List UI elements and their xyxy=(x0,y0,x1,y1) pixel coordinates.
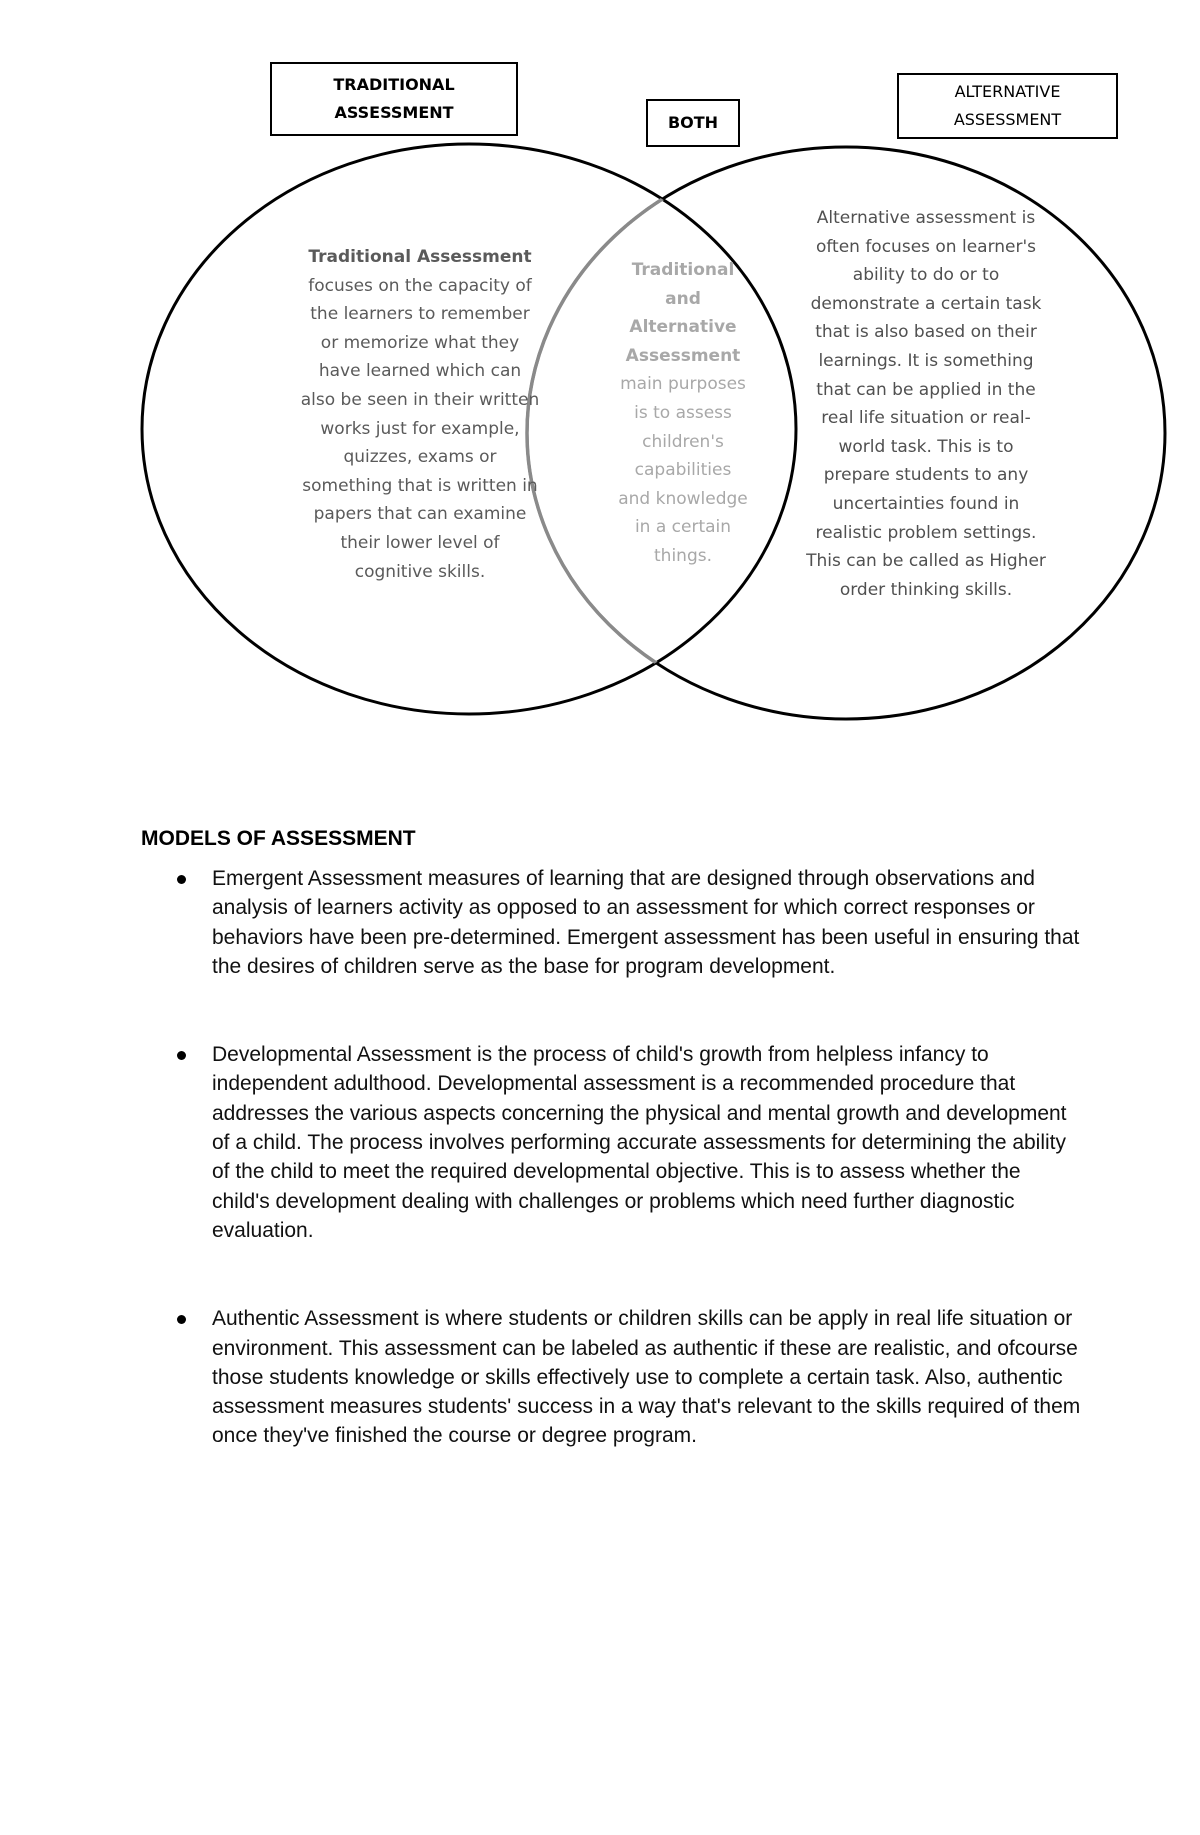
bullet-icon xyxy=(177,1051,186,1060)
bullet-icon xyxy=(177,875,186,884)
authentic-assessment-text: Authentic Assessment is where students or children skills can be apply in real life situation or environment. This assessment can be labeled as authentic if these are realistic, and ofcourse those students knowledge or skills effectively use to complete a certain task. Also, authentic assessment measures students' success in a way that's relevant to the skills required of them once they've finished the course or degree program. xyxy=(212,1307,1081,1448)
traditional-description-heading: Traditional Assessment xyxy=(308,247,532,267)
alternative-description xyxy=(806,204,1046,604)
both-label xyxy=(646,99,740,147)
emergent-assessment-text: Emergent Assessment measures of learning that are designed through observations and analysis of learners activity as opposed to an assessment for which correct responses or behaviors have been pre-determined. Emergent assessment has been useful in ensuring that the desires of children serve as the base for program development. xyxy=(212,867,1080,978)
alternative-assessment-label-text: ALTERNATIVE ASSESSMENT xyxy=(953,82,1062,129)
models-title: MODELS OF ASSESSMENT xyxy=(141,827,416,850)
list-item xyxy=(141,1304,1081,1450)
list-item xyxy=(141,864,1081,981)
both-description xyxy=(618,256,748,571)
alternative-assessment-label xyxy=(897,73,1118,139)
traditional-description xyxy=(300,243,540,586)
traditional-assessment-label-text: TRADITIONAL ASSESSMENT xyxy=(333,75,455,122)
models-list xyxy=(141,864,1081,1451)
bullet-icon xyxy=(177,1315,186,1324)
developmental-assessment-text: Developmental Assessment is the process of child's growth from helpless infancy to independent adulthood. Developmental assessment is a recommended procedure that addresses the various aspects concerning the physical and mental growth and development of a child. The process involves performing accurate assessments for determining the ability of the child to meet the required developmental objective. This is to assess whether the child's development dealing with challenges or problems which need further diagnostic evaluation. xyxy=(212,1043,1067,1242)
list-item xyxy=(141,1040,1081,1245)
both-description-body: main purposes is to assess children's capabilities and knowledge in a certain things. xyxy=(618,374,748,566)
both-label-text: BOTH xyxy=(667,113,719,132)
traditional-assessment-label xyxy=(270,62,518,136)
models-of-assessment-section xyxy=(141,824,1081,1510)
alternative-description-body: Alternative assessment is often focuses on learner's ability to do or to demonstrate a certain task that is also based on their learnings. It is something that can be applied in the real life situation or real-world task. This is to prepare students to any uncertainties found in realistic problem settings. This can be called as Higher order thinking skills. xyxy=(806,208,1046,600)
both-description-heading: Traditional and Alternative Assessment xyxy=(625,260,741,366)
traditional-description-body: focuses on the capacity of the learners to remember or memorize what they have learned which can also be seen in their written works just for example, quizzes, exams or something that is written in papers that can examine their lower level of cognitive skills. xyxy=(300,275,540,582)
